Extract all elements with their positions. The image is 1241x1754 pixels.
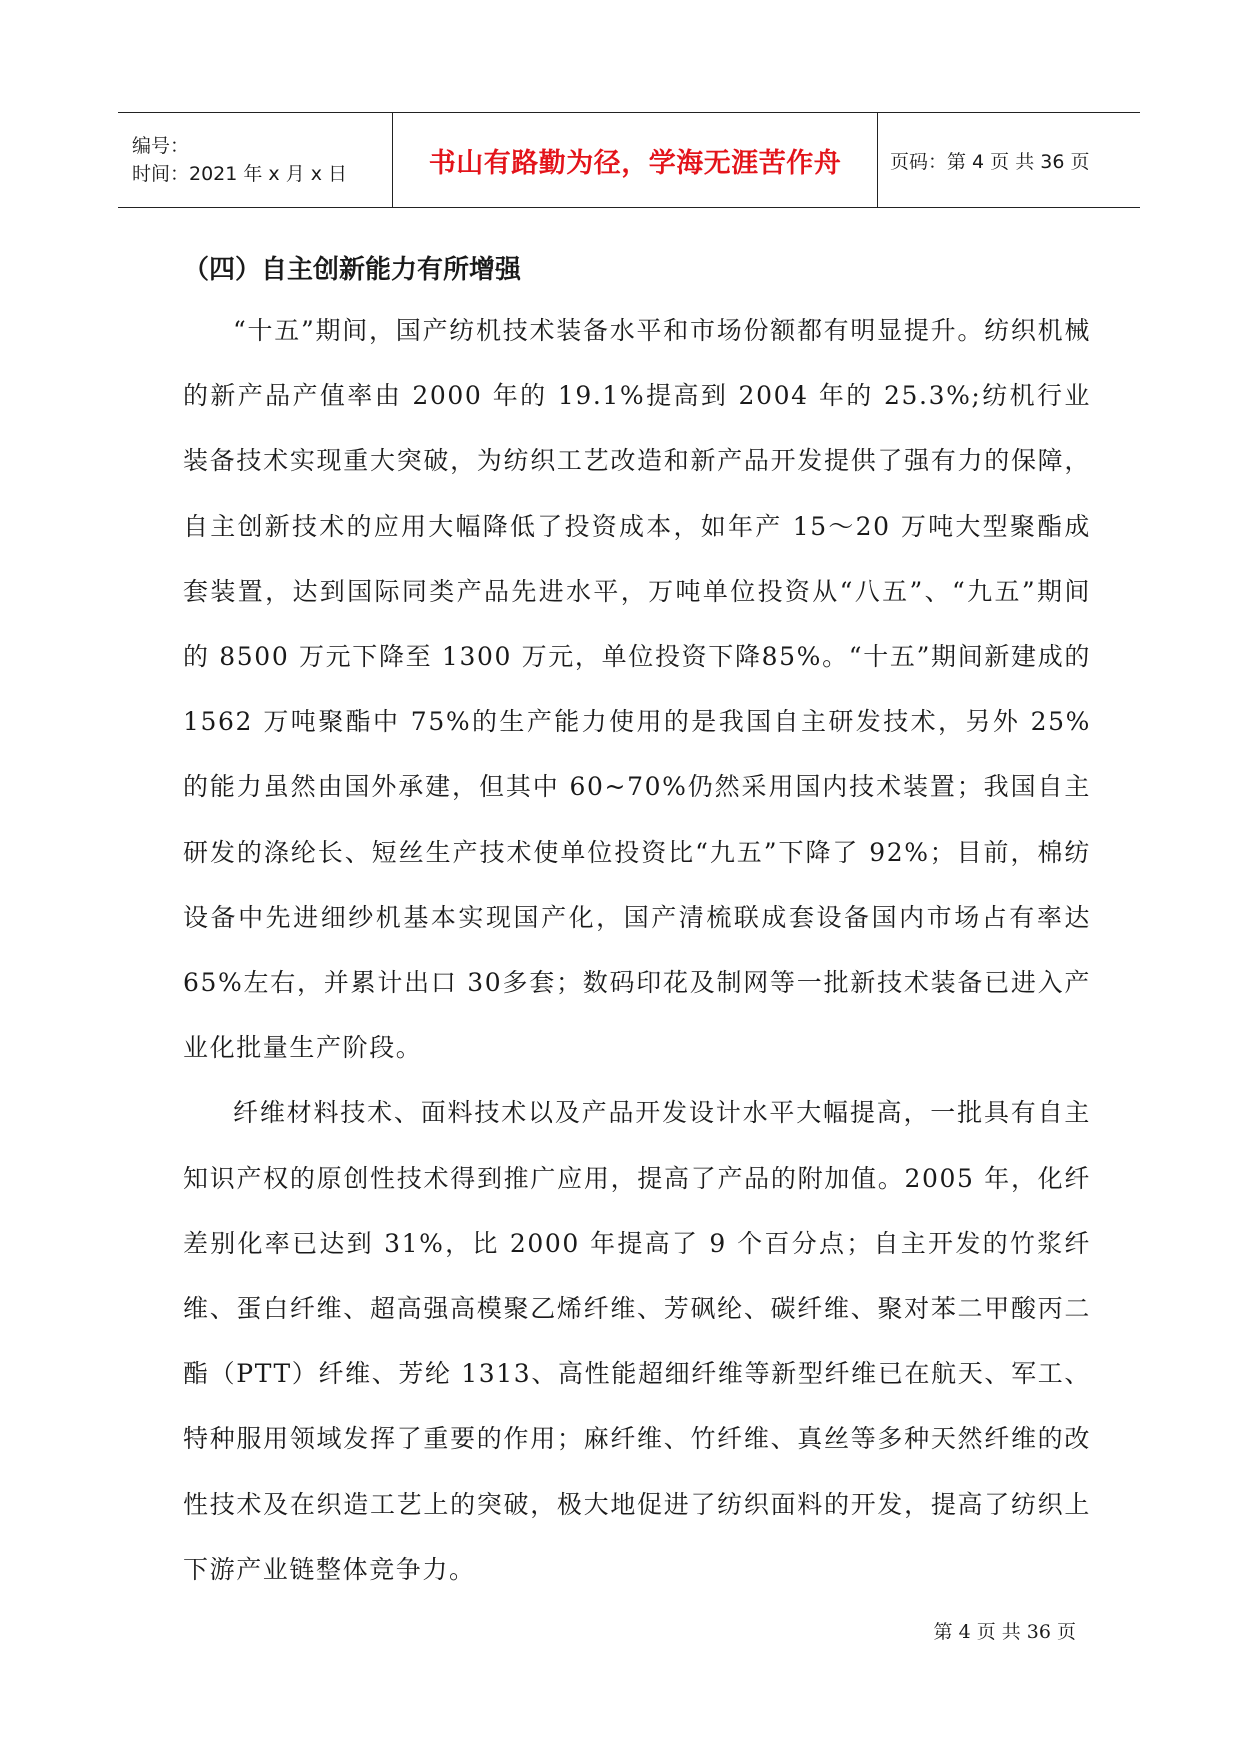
header-motto: 书山有路勤为径，学海无涯苦作舟: [393, 113, 878, 207]
document-time-label: 时间：2021 年 x 月 x 日: [132, 163, 348, 185]
header-page-info: 页码：第 4 页 共 36 页: [890, 150, 1090, 173]
body-paragraph-1: “十五”期间，国产纺机技术装备水平和市场份额都有明显提升。纺织机械的新产品产值率由 2000 年的 19.1%提高到 2004 年的 25.3%;纺机行业装备技术实现重大突破，为纺织工艺改造和新产品开发提供了强有力的保障，自主创新技术的应用大幅降低了投资成本，如年产 15～20 万吨大型聚酯成套装置，达到国际同类产品先进水平，万吨单位投资从“八五”、“九五”期间的 8500 万元下降至 1300 万元，单位投资下降85%。“十五”期间新建成的 1562 万吨聚酯中 75%的生产能力使用的是我国自主研发技术，另外 25%的能力虽然由国外承建，但其中 60~70%仍然采用国内技术装置；我国自主研发的涤纶长、短丝生产技术使单位投资比“九五”下降了 92%；目前，棉纺设备中先进细纱机基本实现国产化，国产清梳联成套设备国内市场占有率达 65%左右，并累计出口 30多套；数码印花及制网等一批新技术装备已进入产业化批量生产阶段。: [183, 316, 1091, 1063]
page-header: [118, 112, 1140, 208]
body-paragraph-2: 纤维材料技术、面料技术以及产品开发设计水平大幅提高，一批具有自主知识产权的原创性技术得到推广应用，提高了产品的附加值。2005 年，化纤差别化率已达到 31%，比 2000 年提高了 9 个百分点；自主开发的竹浆纤维、蛋白纤维、超高强高模聚乙烯纤维、芳砜纶、碳纤维、聚对苯二甲酸丙二酯（PTT）纤维、芳纶 1313、高性能超细纤维等新型纤维已在航天、军工、特种服用领域发挥了重要的作用；麻纤维、竹纤维、真丝等多种天然纤维的改性技术及在织造工艺上的突破，极大地促进了纺织面料的开发，提高了纺织上下游产业链整体竞争力。: [183, 1098, 1091, 1584]
document-body: [183, 242, 1091, 1602]
page-footer: 第 4 页 共 36 页: [933, 1621, 1076, 1643]
header-meta-cell: [118, 113, 393, 207]
document-number-label: 编号：: [132, 135, 190, 157]
section-heading: （四）自主创新能力有所增强: [183, 255, 522, 285]
